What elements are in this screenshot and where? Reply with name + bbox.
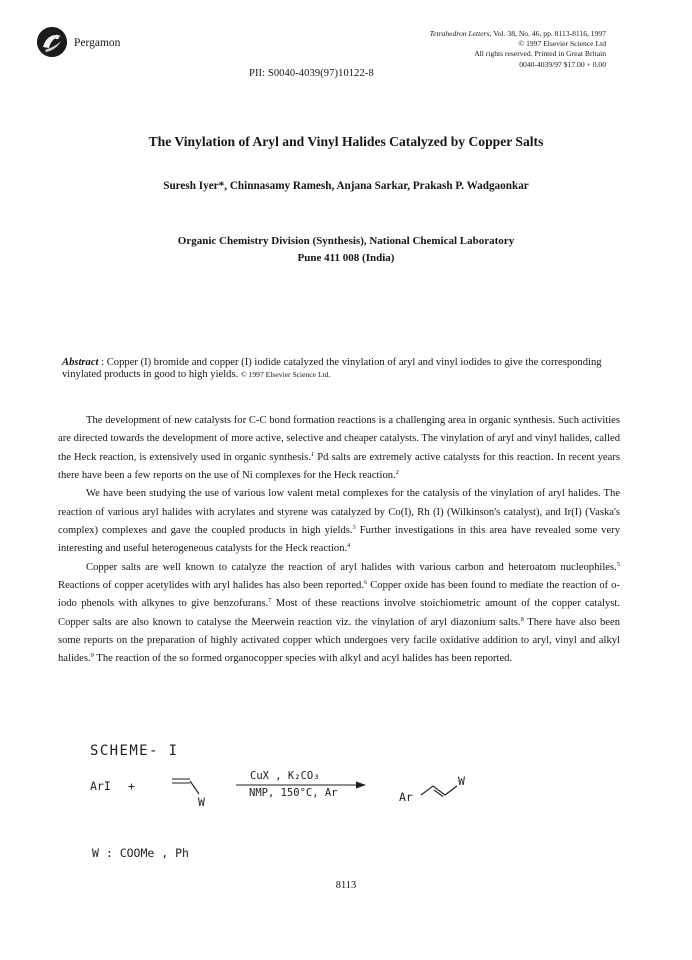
reactant-aryl-iodide: ArI (90, 779, 111, 793)
scheme-title: SCHEME- I (90, 743, 179, 759)
article-title: The Vinylation of Aryl and Vinyl Halides Catalyzed by Copper Salts (148, 134, 544, 149)
body-text (58, 412, 620, 669)
reference-3: 3 (352, 524, 356, 532)
paragraph-2 (58, 485, 620, 558)
reference-4: 4 (347, 542, 351, 550)
journal-price: 0040-4039/97 $17.00 + 0.00 (519, 59, 606, 69)
abstract (62, 357, 602, 381)
reference-6: 6 (363, 579, 368, 587)
paragraph-3-text-c: Copper oxide has been found to mediate the reaction of o-iodo phenols with alkynes to give benzofurans. (58, 580, 621, 610)
abstract-text: : Copper (I) bromide and copper (I) iodide catalyzed the vinylation of aryl and vinyl iodides to give the corresponding vinylated products in good to high yields. (62, 357, 602, 380)
olefin-substituent: W (198, 795, 205, 809)
reference-1: 1 (310, 450, 315, 458)
pergamon-logo-icon (37, 27, 67, 57)
reaction-conditions-solvent: NMP, 150°C, Ar (249, 787, 338, 799)
abstract-label: Abstract (62, 357, 99, 368)
paragraph-3 (58, 559, 620, 669)
publisher-name: Pergamon (74, 37, 121, 49)
paragraph-2-text-b: Further investigations in this area have revealed some very interesting and useful heterogeneous catalysts for the Heck reaction. (58, 525, 620, 555)
paragraph-1-text-a: The development of new catalysts for C-C bond formation reactions is a challenging area in organic synthesis. Such activities are directed towards the development of more active, selective and cheaper catalysts. The vinylation of aryl and vinyl halides, called the Heck reaction, is extensively used in organic synthesis. (58, 415, 620, 463)
reference-2: 2 (395, 469, 399, 477)
abstract-copyright: © 1997 Elsevier Science Ltd. (240, 370, 331, 379)
paragraph-3-text-e: There have also been some reports on the preparation of highly activated copper which undergoes very facile oxidative addition to aryl, vinyl and alkyl halides. (58, 616, 620, 665)
journal-volume: Vol. 38, No. 46, pp. 8113-8116, 1997 (491, 29, 606, 38)
product-aryl: Ar (399, 790, 413, 804)
paragraph-3-text-d: Most of these reactions involve stoichiometric amount of the copper catalyst. Copper salts are also known to catalyse the Meerwein reaction viz. the vinylation of aryl diazonium salts. (58, 598, 620, 628)
substituent-definition: W : COOMe , Ph (92, 846, 189, 860)
reference-9: 9 (90, 652, 94, 660)
reference-5: 5 (616, 560, 620, 568)
affiliation-line-2: Pune 411 008 (India) (297, 252, 395, 264)
product-vinyl-chain-icon (419, 780, 459, 800)
journal-copyright: © 1997 Elsevier Science Ltd (518, 39, 606, 49)
journal-info (306, 29, 606, 70)
reaction-conditions-reagents: CuX , K₂CO₃ (250, 770, 320, 782)
paragraph-3-text-b: Reactions of copper acetylides with aryl halides has also been reported. (58, 580, 364, 592)
journal-rights: All rights reserved. Printed in Great Britain (474, 49, 606, 59)
pii-identifier: PII: S0040-4039(97)10122-8 (249, 68, 374, 79)
paragraph-3-text-a: Copper salts are well known to catalyze the reaction of aryl halides with various carbon and heteroatom nucleophiles. (86, 561, 617, 573)
paragraph-1-text-b: Pd salts are extremely active catalysts for this reaction. In recent years there have been a few reports on the use of Ni complexes for the Heck reaction. (58, 451, 620, 482)
paragraph-2-text-a: We have been studying the use of various low valent metal complexes for the catalysis of the vinylation of aryl halides. The reaction of various aryl halides with acrylates and styrene was catalyzed by Co(I), Rh (I) (Wilkinson's catalyst), and Ir(I) (Vaska's complex) complexes and gave the coupled products in high yields. (58, 488, 620, 537)
reference-7: 7 (268, 597, 272, 605)
affiliation-line-1: Organic Chemistry Division (Synthesis), National Chemical Laboratory (177, 235, 515, 247)
page-number: 8113 (335, 880, 357, 891)
journal-name: Tetrahedron Letters, (429, 29, 492, 38)
reference-8: 8 (520, 615, 524, 623)
journal-citation (306, 29, 606, 39)
paragraph-1 (58, 412, 620, 485)
article-authors: Suresh Iyer*, Chinnasamy Ramesh, Anjana Sarkar, Prakash P. Wadgaonkar (163, 180, 529, 192)
affiliation (0, 233, 692, 267)
product-substituent: W (458, 774, 465, 788)
paragraph-3-text-f: The reaction of the so formed organocopper species with alkyl and acyl halides has been reported. (93, 653, 513, 665)
plus-sign: + (128, 779, 135, 793)
